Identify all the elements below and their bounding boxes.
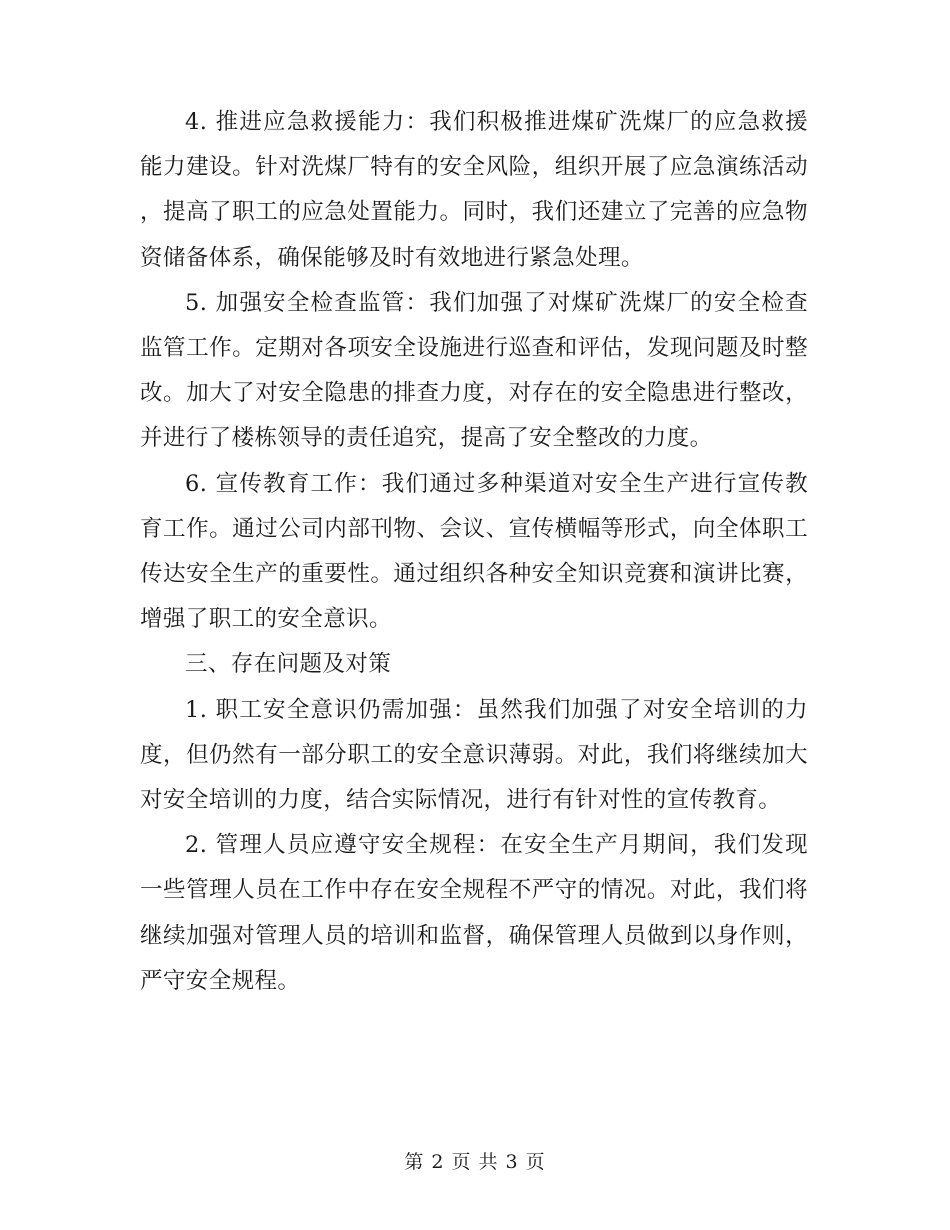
paragraph-worker-awareness: 1. 职工安全意识仍需加强：虽然我们加强了对安全培训的力度，但仍然有一部分职工的安全意识薄弱。对此，我们将继续加大对安全培训的力度，结合实际情况，进行有针对性的宣传教育。 — [140, 696, 808, 814]
paragraph-emergency-rescue: 4. 推进应急救援能力：我们积极推进煤矿洗煤厂的应急救援能力建设。针对洗煤厂特有的安全风险，组织开展了应急演练活动，提高了职工的应急处置能力。同时，我们还建立了完善的应急物资储备体系，确保能够及时有效地进行紧急处理。 — [140, 109, 808, 271]
paragraph-safety-inspection: 5. 加强安全检查监管：我们加强了对煤矿洗煤厂的安全检查监管工作。定期对各项安全设施进行巡查和评估，发现问题及时整改。加大了对安全隐患的排查力度，对存在的安全隐患进行整改，并进行了楼栋领导的责任追究，提高了安全整改的力度。 — [140, 289, 808, 452]
paragraph-publicity-education: 6. 宣传教育工作：我们通过多种渠道对安全生产进行宣传教育工作。通过公司内部刊物、会议、宣传横幅等形式，向全体职工传达安全生产的重要性。通过组织各种安全知识竞赛和演讲比赛，增强了职工的安全意识。 — [140, 470, 808, 633]
section-heading-problems: 三、存在问题及对策 — [185, 651, 392, 678]
paragraph-management-rules: 2. 管理人员应遵守安全规程：在安全生产月期间，我们发现一些管理人员在工作中存在安全规程不严守的情况。对此，我们将继续加强对管理人员的培训和监督，确保管理人员做到以身作则，严守安全规程。 — [140, 832, 808, 994]
document-body — [140, 100, 808, 1004]
page-footer: 第 2 页 共 3 页 — [404, 1151, 546, 1173]
